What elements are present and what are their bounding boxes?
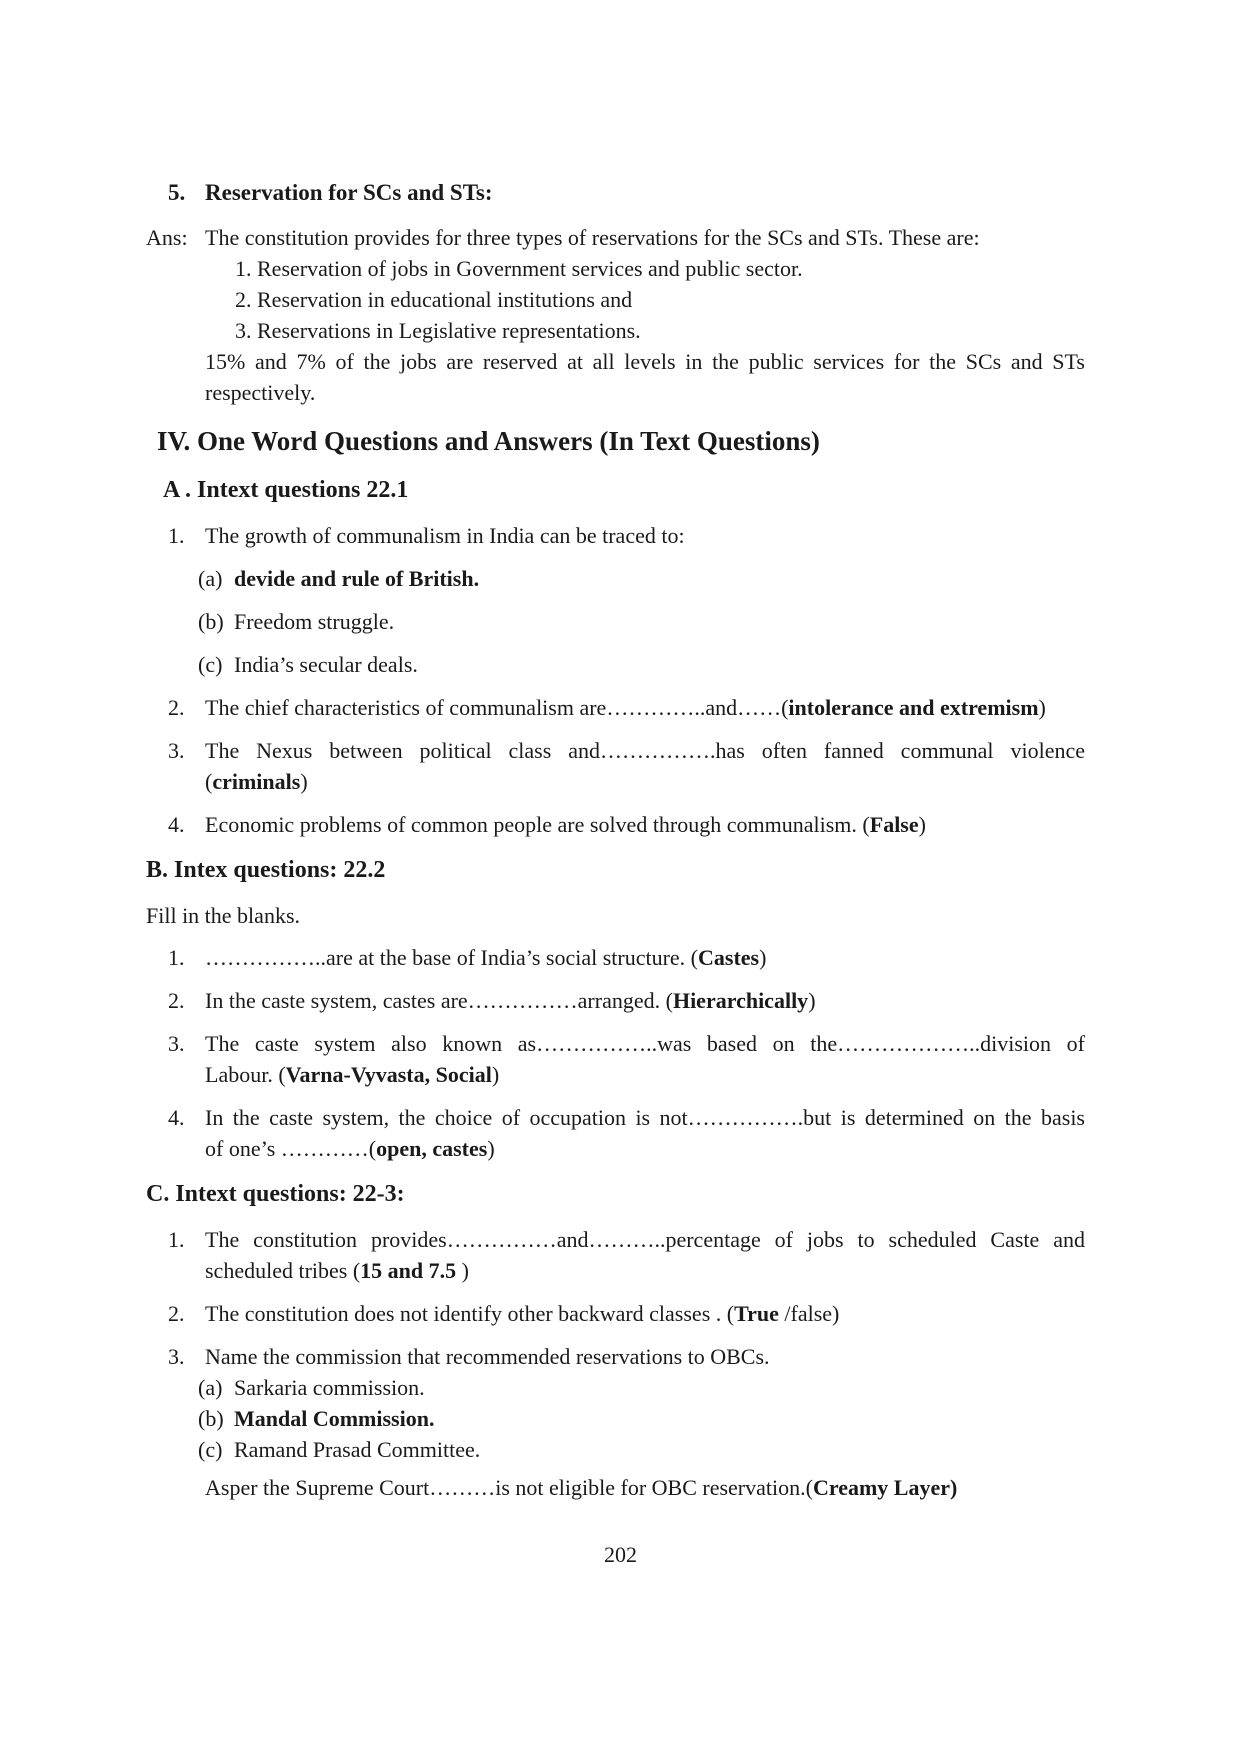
b-q3-answer: Varna-Vyvasta, Social xyxy=(285,1062,492,1087)
section-b-title: B. Intex questions: 22.2 xyxy=(146,857,386,883)
c-q1-pre: scheduled tribes ( xyxy=(205,1258,361,1283)
q5-number: 5. xyxy=(168,180,186,205)
c-option-c-label: (c) xyxy=(198,1437,223,1462)
a-q3-close: ) xyxy=(300,769,308,794)
c-q2-text: The constitution does not identify other backward classes . ( xyxy=(205,1301,735,1326)
c-q2-answer: True xyxy=(734,1301,779,1326)
ans-label: Ans: xyxy=(146,225,188,250)
a-q2-number: 2. xyxy=(168,695,185,720)
c-note-answer: Creamy Layer xyxy=(812,1475,951,1500)
a-option-a-label: (a) xyxy=(198,566,223,591)
a-q3-number: 3. xyxy=(168,738,185,763)
a-q1-number: 1. xyxy=(168,523,185,548)
b-q4-text: In the caste system, the choice of occupation is not…………….but is determined on the basis xyxy=(205,1105,1085,1130)
a-q3-line2 xyxy=(205,769,308,795)
a-option-c-label: (c) xyxy=(198,652,223,677)
b-q2-text: In the caste system, castes are……………arranged. ( xyxy=(205,988,673,1013)
c-q1-answer: 15 and 7.5 xyxy=(360,1258,457,1283)
c-note-close: ) xyxy=(950,1475,958,1500)
b-q3-line2 xyxy=(205,1062,499,1088)
c-option-a-text: Sarkaria commission. xyxy=(234,1375,425,1400)
b-q1-line xyxy=(205,945,766,971)
page-number: 202 xyxy=(604,1542,637,1567)
a-q4-line xyxy=(205,812,926,838)
b-q3-close: ) xyxy=(491,1062,500,1087)
c-q2-close: /false) xyxy=(778,1301,840,1326)
section-a-title: A . Intext questions 22.1 xyxy=(163,477,409,503)
c-note-text: Asper the Supreme Court………is not eligible for OBC reservation.( xyxy=(205,1475,813,1500)
q5-title: Reservation for SCs and STs: xyxy=(205,180,493,205)
b-q4-number: 4. xyxy=(168,1105,185,1130)
b-q2-answer: Hierarchically xyxy=(672,988,809,1013)
a-q3-answer: criminals xyxy=(212,769,301,794)
b-q1-text: ……………..are at the base of India’s social structure. ( xyxy=(205,945,699,970)
ans-item-2: 2. Reservation in educational institutions and xyxy=(235,287,633,312)
a-q3-open: ( xyxy=(205,769,213,794)
b-q1-number: 1. xyxy=(168,945,185,970)
a-q2-line xyxy=(205,695,1046,721)
c-option-a-label: (a) xyxy=(198,1375,223,1400)
a-q3-text: The Nexus between political class and…………….has often fanned communal violence xyxy=(205,738,1085,763)
a-q4-close: ) xyxy=(918,812,926,837)
a-q4-number: 4. xyxy=(168,812,185,837)
a-option-c-text: India’s secular deals. xyxy=(234,652,418,677)
c-note xyxy=(205,1475,957,1501)
b-q2-number: 2. xyxy=(168,988,185,1013)
c-q1-line2 xyxy=(205,1258,469,1284)
ans-intro: The constitution provides for three types of reservations for the SCs and STs. These are: xyxy=(205,225,980,250)
c-q1-number: 1. xyxy=(168,1227,185,1252)
ans-item-1: 1. Reservation of jobs in Government services and public sector. xyxy=(235,256,803,281)
c-option-c-text: Ramand Prasad Committee. xyxy=(234,1437,481,1462)
ans-item-3: 3. Reservations in Legislative representations. xyxy=(235,318,641,343)
b-q2-close: ) xyxy=(808,988,816,1013)
a-q4-answer: False xyxy=(869,812,919,837)
c-q1-text: The constitution provides……………and………..percentage of jobs to scheduled Caste and xyxy=(205,1227,1085,1252)
b-q1-close: ) xyxy=(759,945,767,970)
c-q2-line xyxy=(205,1301,839,1327)
section-b-instruction: Fill in the blanks. xyxy=(146,903,300,928)
c-q3-number: 3. xyxy=(168,1344,185,1369)
b-q3-pre: Labour. ( xyxy=(205,1062,286,1087)
c-q1-close: ) xyxy=(456,1258,469,1283)
ans-conclusion-line1: 15% and 7% of the jobs are reserved at all levels in the public services for the SCs and STs xyxy=(205,349,1085,374)
a-q4-text: Economic problems of common people are solved through communalism. ( xyxy=(205,812,870,837)
c-q2-number: 2. xyxy=(168,1301,185,1326)
a-option-b-text: Freedom struggle. xyxy=(234,609,395,634)
b-q4-answer: open, castes xyxy=(376,1136,488,1161)
section-iv-title: IV. One Word Questions and Answers (In Text Questions) xyxy=(157,426,820,456)
c-option-b-label: (b) xyxy=(198,1406,224,1431)
c-option-b-text: Mandal Commission. xyxy=(234,1406,435,1431)
b-q3-number: 3. xyxy=(168,1031,185,1056)
a-option-a-text: devide and rule of British. xyxy=(234,566,480,591)
a-q2-close: ) xyxy=(1038,695,1046,720)
b-q3-text: The caste system also known as……………..was based on the………………..division of xyxy=(205,1031,1085,1056)
b-q2-line xyxy=(205,988,816,1014)
b-q4-close: ) xyxy=(487,1136,495,1161)
a-q2-answer: intolerance and extremism xyxy=(788,695,1039,720)
a-q1-text: The growth of communalism in India can be traced to: xyxy=(205,523,685,548)
b-q4-pre: of one’s …………( xyxy=(205,1136,377,1161)
a-q2-text: The chief characteristics of communalism are…………..and……( xyxy=(205,695,789,720)
c-q3-text: Name the commission that recommended reservations to OBCs. xyxy=(205,1344,770,1369)
b-q1-answer: Castes xyxy=(698,945,760,970)
b-q4-line2 xyxy=(205,1136,495,1162)
ans-conclusion-line2: respectively. xyxy=(205,380,316,405)
a-option-b-label: (b) xyxy=(198,609,224,634)
section-c-title: C. Intext questions: 22-3: xyxy=(146,1181,405,1207)
